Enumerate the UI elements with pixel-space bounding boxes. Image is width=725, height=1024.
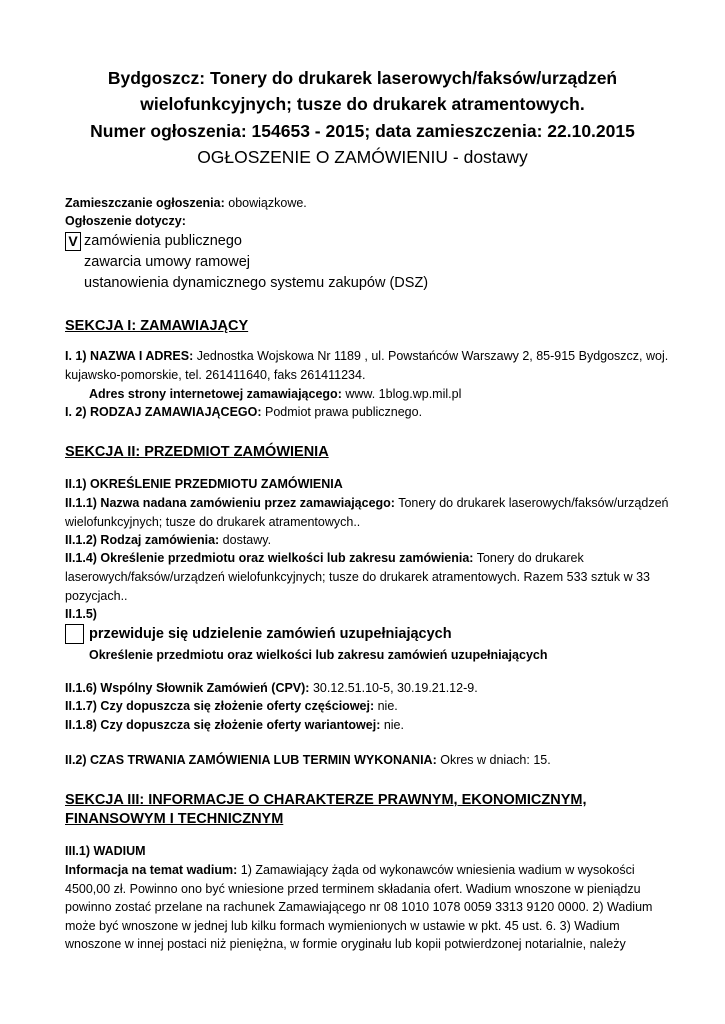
rodzaj-zamowienia-label: II.1.2) Rodzaj zamówienia: bbox=[65, 533, 220, 547]
okreslenie-wielkosci-row-3: pozycjach.. bbox=[65, 589, 128, 603]
section-1-heading: SEKCJA I: ZAMAWIAJĄCY bbox=[65, 318, 249, 334]
header-subtitle: OGŁOSZENIE O ZAMÓWIENIU - dostawy bbox=[197, 147, 528, 167]
rodzaj-zamawiajacego-label: I. 2) RODZAJ ZAMAWIAJĄCEGO: bbox=[65, 405, 262, 419]
nazwa-zamowienia-row bbox=[65, 494, 669, 512]
oferta-wariantowa-label: II.1.8) Czy dopuszcza się złożenie oferty wariantowej: bbox=[65, 718, 381, 732]
nazwa-adres-value: Jednostka Wojskowa Nr 1189 , ul. Powstańców Warszawy 2, 85-915 Bydgoszcz, woj. bbox=[193, 349, 669, 363]
www-value: www. 1blog.wp.mil.pl bbox=[341, 387, 462, 401]
section-3-heading-line2: FINANSOWYM I TECHNICZNYM bbox=[65, 811, 284, 827]
czas-trwania-label: II.2) CZAS TRWANIA ZAMÓWIENIA LUB TERMIN WYKONANIA: bbox=[65, 753, 437, 767]
rodzaj-zamowienia-value: dostawy. bbox=[219, 533, 272, 547]
oferta-wariantowa-row bbox=[65, 716, 404, 734]
ii-1-5-row bbox=[65, 605, 97, 623]
wadium-row-1 bbox=[65, 861, 635, 879]
okreslenie-wielkosci-value: Tonery do drukarek bbox=[473, 551, 584, 565]
option-dsz: ustanowienia dynamicznego systemu zakupów (DSZ) bbox=[84, 275, 429, 291]
wadium-row-3: powinno zostać przelane na rachunek Zamawiającego nr 08 1010 1078 0059 3313 9120 0000. 2) Wadium bbox=[65, 900, 653, 914]
header-title-line3: Numer ogłoszenia: 154653 - 2015; data zamieszczenia: 22.10.2015 bbox=[90, 121, 635, 141]
oferta-czesciowa-value: nie. bbox=[374, 699, 398, 713]
option-umowy-ramowej: zawarcia umowy ramowej bbox=[84, 254, 250, 270]
nazwa-zamowienia-value: Tonery do drukarek laserowych/faksów/urządzeń bbox=[394, 496, 669, 510]
okreslenie-uzupelniajacych: Określenie przedmiotu oraz wielkości lub zakresu zamówień uzupełniających bbox=[89, 648, 548, 662]
nazwa-zamowienia-label: II.1.1) Nazwa nadana zamówieniu przez zamawiającego: bbox=[65, 496, 395, 510]
option-zamowienia-uzupelniajace: przewiduje się udzielenie zamówień uzupełniających bbox=[89, 626, 452, 642]
okreslenie-wielkosci-row-2: laserowych/faksów/urządzeń wielofunkcyjnych; tusze do drukarek atramentowych. Razem 533 sztuk w 33 bbox=[65, 570, 650, 584]
wadium-heading: III.1) WADIUM bbox=[65, 844, 146, 858]
zamieszczanie-value: obowiązkowe. bbox=[224, 196, 307, 210]
section-3-heading-line1: SEKCJA III: INFORMACJE O CHARAKTERZE PRAWNYM, EKONOMICZNYM, bbox=[65, 792, 587, 808]
www-row bbox=[89, 385, 461, 403]
header-title-line2: wielofunkcyjnych; tusze do drukarek atramentowych. bbox=[140, 94, 585, 114]
nazwa-zamowienia-row-2: wielofunkcyjnych; tusze do drukarek atramentowych.. bbox=[65, 515, 361, 529]
ii-1-5-label: II.1.5) bbox=[65, 607, 97, 621]
czas-trwania-value: Okres w dniach: 15. bbox=[436, 753, 551, 767]
oferta-wariantowa-value: nie. bbox=[380, 718, 404, 732]
option-zamowienia-publicznego: zamówienia publicznego bbox=[84, 233, 242, 249]
wadium-heading-row bbox=[65, 842, 146, 860]
okreslenie-wielkosci-label: II.1.4) Określenie przedmiotu oraz wielkości lub zakresu zamówienia: bbox=[65, 551, 474, 565]
cpv-label: II.1.6) Wspólny Słownik Zamówień (CPV): bbox=[65, 681, 310, 695]
www-label: Adres strony internetowej zamawiającego: bbox=[89, 387, 342, 401]
cpv-row bbox=[65, 679, 478, 697]
dotyczy-label: Ogłoszenie dotyczy: bbox=[65, 214, 186, 228]
wadium-value-1: 1) Zamawiający żąda od wykonawców wniesienia wadium w wysokości bbox=[237, 863, 635, 877]
oferta-czesciowa-label: II.1.7) Czy dopuszcza się złożenie oferty częściowej: bbox=[65, 699, 375, 713]
okreslenie-przedmiotu-row bbox=[65, 475, 343, 493]
wadium-row-5: wnoszone w innej postaci niż pieniężna, w formie oryginału lub kopii potwierdzonej notarialnie, należy bbox=[65, 937, 626, 951]
czas-trwania-row bbox=[65, 751, 551, 769]
okreslenie-wielkosci-row bbox=[65, 549, 584, 567]
rodzaj-zamawiajacego-row bbox=[65, 403, 422, 421]
oferta-czesciowa-row bbox=[65, 697, 398, 715]
rodzaj-zamowienia-row bbox=[65, 531, 271, 549]
nazwa-adres-row bbox=[65, 347, 668, 365]
checkbox-zamowienia-publicznego[interactable]: V bbox=[65, 232, 81, 251]
wadium-row-2: 4500,00 zł. Powinno ono być wniesione przed terminem składania ofert. Wadium wnoszone w pieniądzu bbox=[65, 882, 641, 896]
checkbox-zamowienia-uzupelniajace[interactable] bbox=[65, 624, 84, 644]
cpv-value: 30.12.51.10-5, 30.19.21.12-9. bbox=[309, 681, 478, 695]
section-2-heading: SEKCJA II: PRZEDMIOT ZAMÓWIENIA bbox=[65, 444, 329, 460]
zamieszczanie-row bbox=[65, 194, 307, 212]
wadium-row-4: może być wnoszone w jednej lub kilku formach wymienionych w ustawie w pkt. 45 ust. 6. 3) Wadium bbox=[65, 919, 620, 933]
zamieszczanie-label: Zamieszczanie ogłoszenia: bbox=[65, 196, 225, 210]
wadium-label: Informacja na temat wadium: bbox=[65, 863, 238, 877]
header-title-line1: Bydgoszcz: Tonery do drukarek laserowych/faksów/urządzeń bbox=[107, 68, 618, 88]
okreslenie-przedmiotu-label: II.1) OKREŚLENIE PRZEDMIOTU ZAMÓWIENIA bbox=[65, 477, 343, 491]
dotyczy-label-row bbox=[65, 212, 186, 230]
nazwa-adres-row-2: kujawsko-pomorskie, tel. 261411640, faks 261411234. bbox=[65, 368, 366, 382]
nazwa-adres-label: I. 1) NAZWA I ADRES: bbox=[65, 349, 194, 363]
rodzaj-zamawiajacego-value: Podmiot prawa publicznego. bbox=[261, 405, 423, 419]
